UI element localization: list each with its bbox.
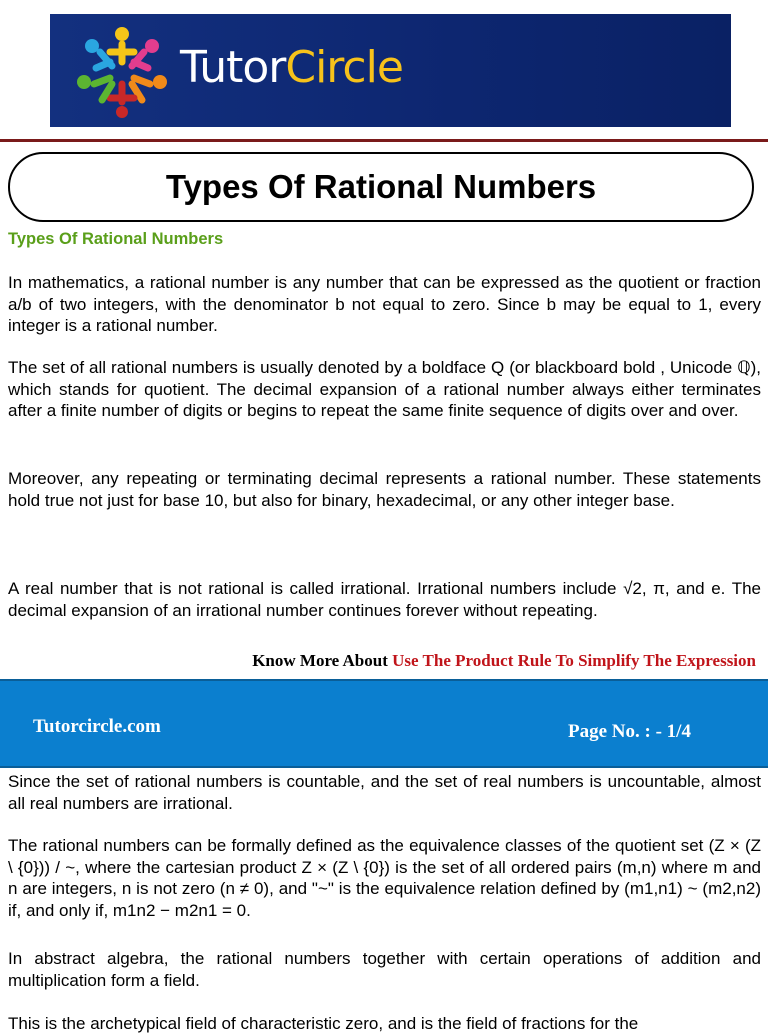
page-title: Types Of Rational Numbers <box>165 168 597 205</box>
header-divider <box>0 139 768 142</box>
title-box <box>8 152 754 222</box>
paragraph-4: A real number that is not rational is called irrational. Irrational numbers include √2, π, and e. The decimal expansion of an irrational number continues forever without repeating. <box>8 579 761 620</box>
footer-site[interactable]: Tutorcircle.com <box>33 716 161 737</box>
paragraph-5: Since the set of rational numbers is countable, and the set of real numbers is uncountable, almost all real numbers are irrational. <box>8 772 761 813</box>
paragraph-6: The rational numbers can be formally defined as the equivalence classes of the quotient set (Z × (Z \ {0})) / ~, where the cartesian product Z × (Z \ {0}) is the set of all ordered pairs (m,n) where m and n are integers, n is not zero (n ≠ 0), and "~" is the equivalence relation defined by (m1,n1) ~ (m2,n2) if, and only if, m1n2 − m2n1 = 0. <box>8 836 761 920</box>
paragraph-2: The set of all rational numbers is usually denoted by a boldface Q (or blackboard bold , Unicode ℚ), which stands for quotient. The decimal expansion of a rational number always either terminates after a finite number of digits or begins to repeat the same finite sequence of digits over and over. <box>8 358 761 420</box>
section-heading: Types Of Rational Numbers <box>8 230 224 248</box>
logo-text-tutor: Tutor <box>180 42 286 93</box>
people-circle-icon <box>72 22 172 118</box>
tutorcircle-banner <box>50 14 731 127</box>
know-more-prefix: Know More About <box>252 651 388 670</box>
know-more-link[interactable]: Use The Product Rule To Simplify The Expression <box>392 651 756 670</box>
paragraph-7: In abstract algebra, the rational numbers together with certain operations of addition and multiplication form a field. <box>8 949 761 990</box>
logo-text-circle: Circle <box>285 42 403 93</box>
page-number: Page No. : - 1/4 <box>568 721 691 742</box>
page-footer <box>0 679 768 768</box>
paragraph-8: This is the archetypical field of characteristic zero, and is the field of fractions for the <box>8 1014 639 1033</box>
know-more-line <box>252 651 756 671</box>
paragraph-3: Moreover, any repeating or terminating decimal represents a rational number. These statements hold true not just for base 10, but also for binary, hexadecimal, or any other integer base. <box>8 469 761 510</box>
tutorcircle-logo <box>180 42 403 93</box>
paragraph-1: In mathematics, a rational number is any number that can be expressed as the quotient or fraction a/b of two integers, with the denominator b not equal to zero. Since b may be equal to 1, every integer is a rational number. <box>8 273 761 335</box>
